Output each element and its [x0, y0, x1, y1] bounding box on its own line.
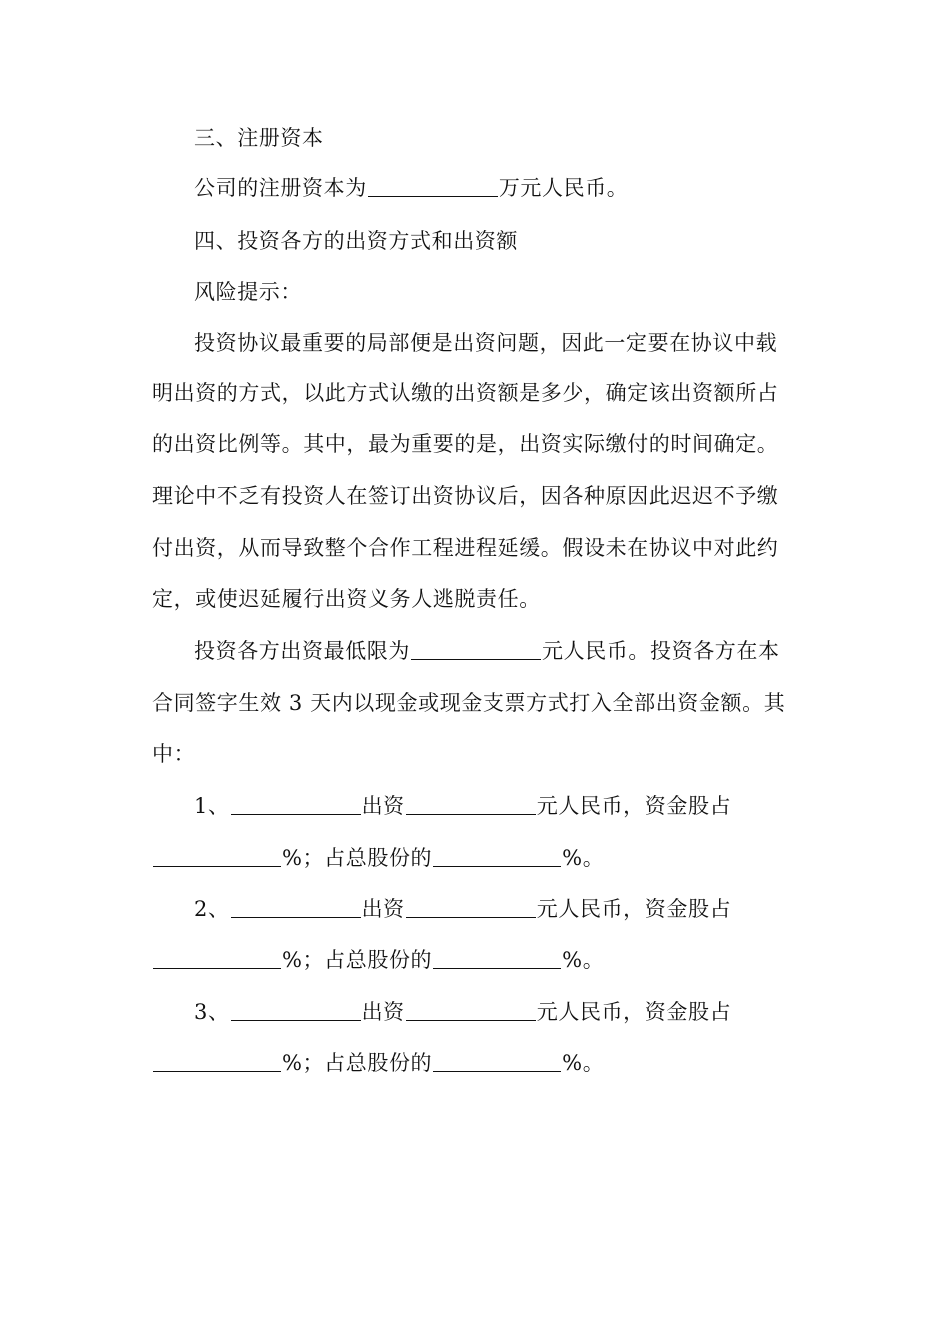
- min-suffix: 元人民币。投资各方在本: [542, 639, 780, 663]
- item-invest-label: 出资: [361, 897, 405, 921]
- investor-name-blank: [231, 792, 361, 815]
- investor-item-3-share: [152, 1049, 604, 1077]
- item-number: 1、: [194, 794, 230, 818]
- min-investment-line: [194, 637, 780, 665]
- min-prefix: 投资各方出资最低限为: [194, 639, 410, 663]
- item-invest-label: 出资: [361, 1000, 405, 1024]
- invest-amount-blank: [406, 998, 536, 1021]
- capital-prefix: 公司的注册资本为: [194, 176, 367, 200]
- min-investment-line-3: 中：: [152, 742, 196, 766]
- item-rmb-label: 元人民币，资金股占: [536, 794, 732, 818]
- risk-label: 风险提示：: [194, 280, 302, 304]
- capital-suffix: 万元人民币。: [498, 176, 629, 200]
- investor-item-2: [194, 895, 731, 923]
- item-pct-sep: %；占总股份的: [282, 948, 433, 972]
- item-number: 3、: [194, 1000, 230, 1024]
- item-pct-sep: %；占总股份的: [282, 1051, 433, 1075]
- invest-amount-blank: [406, 895, 536, 918]
- risk-line: 投资协议最重要的局部便是出资问题，因此一定要在协议中载: [194, 331, 778, 355]
- risk-line: 付出资，从而导致整个合作工程进程延缓。假设未在协议中对此约: [152, 536, 779, 560]
- item-number: 2、: [194, 897, 230, 921]
- investor-item-2-share: [152, 946, 604, 974]
- risk-line: 定，或使迟延履行出资义务人逃脱责任。: [152, 587, 541, 611]
- capital-share-blank: [153, 1049, 281, 1072]
- total-share-blank: [433, 1049, 561, 1072]
- item-invest-label: 出资: [361, 794, 405, 818]
- total-share-blank: [433, 946, 561, 969]
- investor-item-1: [194, 792, 731, 820]
- item-pct-sep: %；占总股份的: [282, 846, 433, 870]
- capital-line: [194, 174, 628, 202]
- section4-heading: 四、投资各方的出资方式和出资额: [194, 229, 518, 253]
- invest-amount-blank: [406, 792, 536, 815]
- risk-line: 的出资比例等。其中，最为重要的是，出资实际缴付的时间确定。: [152, 432, 779, 456]
- min-amount-blank: [411, 637, 541, 660]
- investor-item-1-share: [152, 844, 604, 872]
- item-pct-end: %。: [562, 1051, 605, 1075]
- item-pct-end: %。: [562, 948, 605, 972]
- capital-share-blank: [153, 946, 281, 969]
- investor-name-blank: [231, 998, 361, 1021]
- risk-line: 理论中不乏有投资人在签订出资协议后，因各种原因此迟迟不予缴: [152, 484, 779, 508]
- total-share-blank: [433, 844, 561, 867]
- investor-name-blank: [231, 895, 361, 918]
- risk-line: 明出资的方式，以此方式认缴的出资额是多少，确定该出资额所占: [152, 381, 779, 405]
- capital-blank: [368, 174, 498, 197]
- item-pct-end: %。: [562, 846, 605, 870]
- min-investment-line-2: 合同签字生效 3 天内以现金或现金支票方式打入全部出资金额。其: [152, 691, 786, 715]
- item-rmb-label: 元人民币，资金股占: [536, 897, 732, 921]
- item-rmb-label: 元人民币，资金股占: [536, 1000, 732, 1024]
- capital-share-blank: [153, 844, 281, 867]
- section3-heading: 三、注册资本: [194, 126, 324, 150]
- investor-item-3: [194, 998, 731, 1026]
